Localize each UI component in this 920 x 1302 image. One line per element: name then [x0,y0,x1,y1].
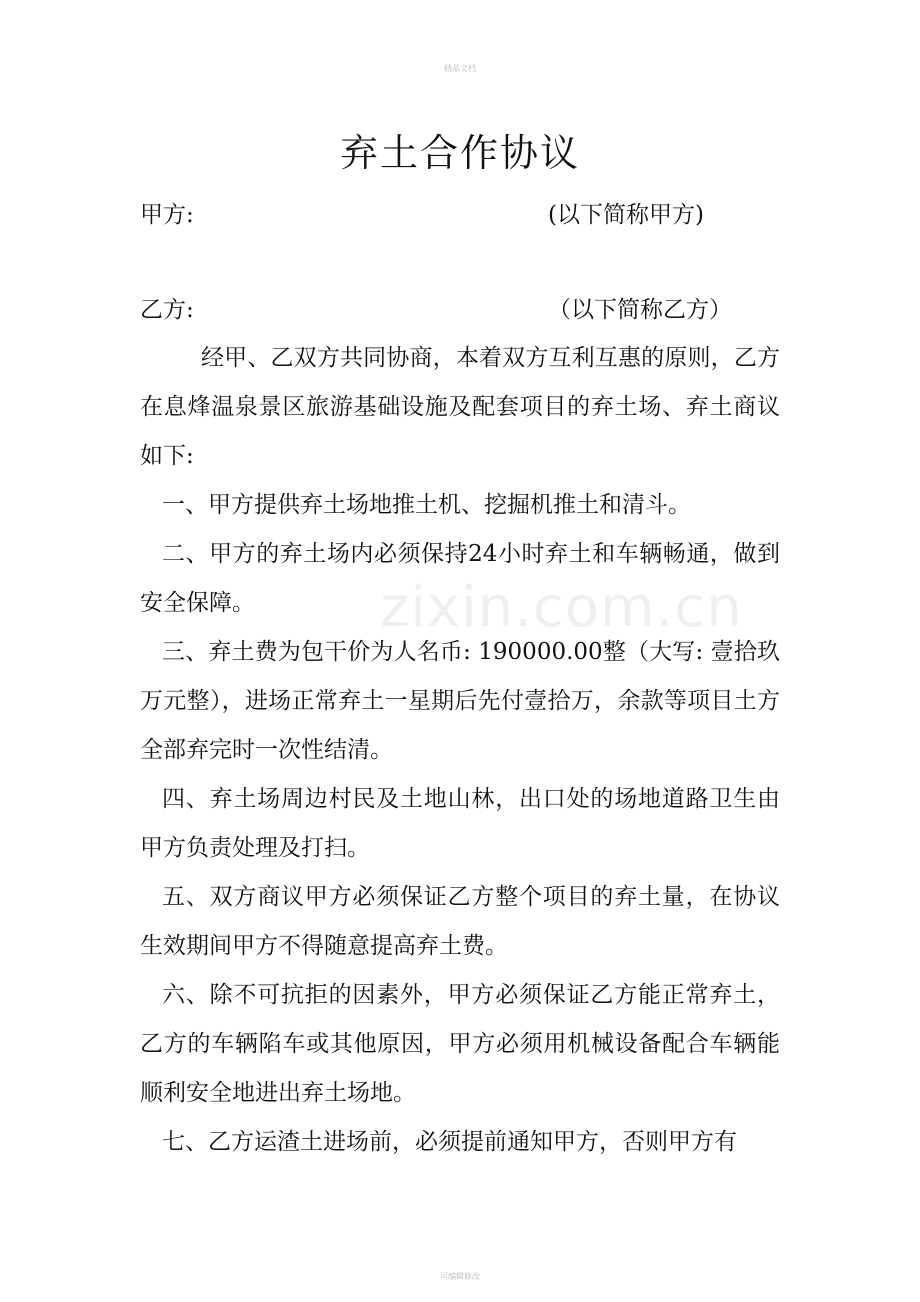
agreement-body [140,334,780,1167]
clause-2: 二、甲方的弃土场内必须保持24小时弃土和车辆畅通，做到安全保障。 [140,541,780,616]
party-a-line [140,196,780,230]
watermark: zixin.com.cn [380,575,743,640]
clause-5: 五、双方商议甲方必须保证乙方整个项目的弃土量，在协议生效期间甲方不得随意提高弃土费。 [140,884,780,959]
party-b-alias: （以下简称乙方） [548,297,732,323]
clause-4: 四、弃土场周边村民及土地山林，出口处的场地道路卫生由甲方负责处理及打扫。 [140,786,780,861]
intro-paragraph: 经甲、乙双方共同协商，本着双方互利互惠的原则，乙方在息烽温泉景区旅游基础设施及配套项目的弃土场、弃土商议如下: [140,345,780,469]
clause-1: 一、甲方提供弃土场地推土机、挖掘机推土和清斗。 [162,492,691,518]
clause-6: 六、除不可抗拒的因素外，甲方必须保证乙方能正常弃土，乙方的车辆陷车或其他原因，甲方必须用机械设备配合车辆能顺利安全地进出弃土场地。 [140,982,780,1106]
document-title: 弃土合作协议 [339,131,580,175]
party-b-line [140,291,780,325]
party-a-label: 甲方: [140,202,194,228]
clause-7: 七、乙方运渣土进场前，必须提前通知甲方，否则甲方有 [162,1129,737,1155]
party-b-label: 乙方: [140,297,194,323]
footer-note: 可编辑修改 [440,1272,480,1281]
clause-3: 三、弃土费为包干价为人名币: 190000.00整（大写: 壹拾玖万元整），进场正常弃土一星期后先付壹拾万，余款等项目土方全部弃完时一次性结清。 [140,639,780,763]
party-a-alias: (以下简称甲方) [548,202,704,228]
header-note: 精品文档 [444,64,476,73]
